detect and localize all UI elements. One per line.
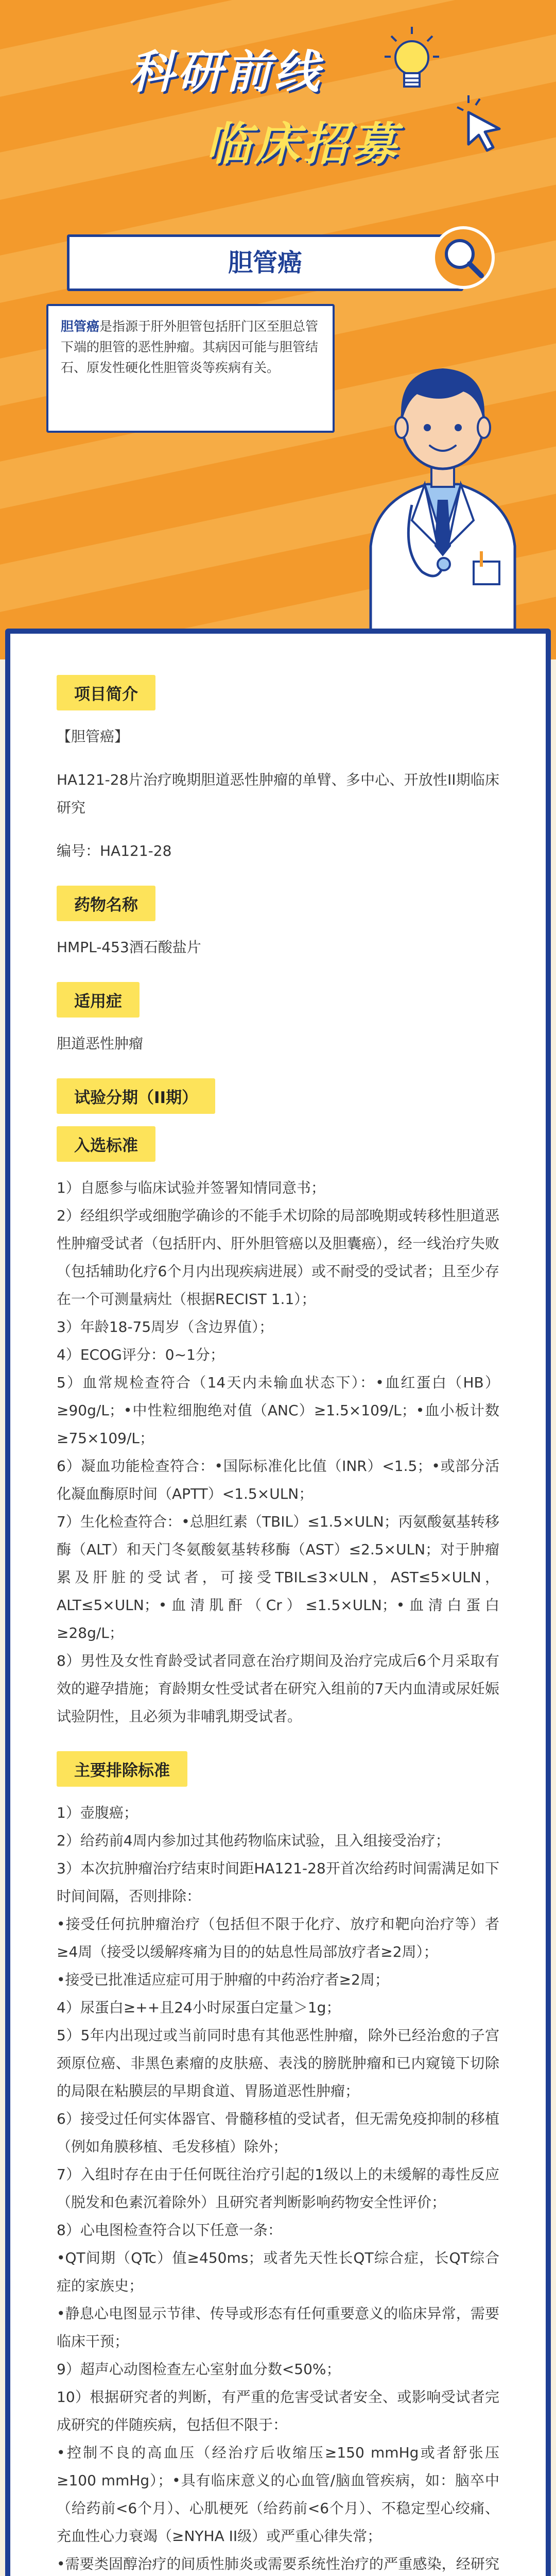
magnifier-icon xyxy=(430,224,497,291)
exclusion-item: 3）本次抗肿瘤治疗结束时间距HA121-28开首次给药时间需满足如下时间间隔，否则排除： xyxy=(57,1860,499,1905)
exclusion-list xyxy=(57,1799,499,2576)
doctor-illustration xyxy=(335,304,551,659)
hero-title-line2: 临床招募 xyxy=(206,117,400,171)
lightbulb-icon xyxy=(384,26,440,98)
section-heading-inclusion: 入选标准 xyxy=(57,1126,155,1162)
exclusion-item: •控制不良的高血压（经治疗后收缩压≥150 mmHg或者舒张压≥100 mmHg）；•具有临床意义的心血管/脑血管疾病，如：脑卒中（给药前<6个月）、心肌梗死（给药前<6个月）、不稳定型心绞痛、充血性心力衰竭（≥NYHA II级）或严重心律失常； xyxy=(57,2444,499,2545)
exclusion-item: •QT间期（QTc）值≥450ms；或者先天性长QT综合症，长QT综合症的家族史； xyxy=(57,2249,499,2294)
section-heading-project-intro: 项目简介 xyxy=(57,675,155,710)
inclusion-item: 6）凝血功能检查符合：•国际标准化比值（INR）<1.5；•或部分活化凝血酶原时间（APTT）<1.5×ULN； xyxy=(57,1458,499,1502)
project-title: HA121-28片治疗晚期胆道恶性肿瘤的单臂、多中心、开放性II期临床 研究 xyxy=(57,771,499,816)
inclusion-item: 4）ECOG评分：0~1分； xyxy=(57,1346,224,1363)
recruitment-card xyxy=(5,629,551,2576)
drug-name: HMPL-453酒石酸盐片 xyxy=(57,939,201,956)
hero-title-line1: 科研前线 xyxy=(129,45,323,98)
section-heading-drug: 药物名称 xyxy=(57,886,155,921)
content-area xyxy=(0,629,556,2576)
project-tag: 【胆管癌】 xyxy=(57,728,129,745)
exclusion-item: •接受已批准适应症可用于肿瘤的中药治疗者≥2周； xyxy=(57,1971,389,1988)
exclusion-item: 7）入组时存在由于任何既往治疗引起的1级以上的未缓解的毒性反应（脱发和色素沉着除外）且研究者判断影响药物安全性评价； xyxy=(57,2166,499,2211)
hero-banner xyxy=(0,0,556,659)
inclusion-item: 1）自愿参与临床试验并签署知情同意书； xyxy=(57,1179,325,1196)
exclusion-item: 5）5年内出现过或当前同时患有其他恶性肿瘤，除外已经治愈的子宫颈原位癌、非黑色素瘤的皮肤癌、表浅的膀胱肿瘤和已内窥镜下切除的局限在粘膜层的早期食道、胃肠道恶性肿瘤； xyxy=(57,2027,499,2099)
section-heading-exclusion: 主要排除标准 xyxy=(57,1751,187,1787)
disease-intro xyxy=(46,304,335,433)
exclusion-item: 9）超声心动图检查左心室射血分数<50%； xyxy=(57,2361,341,2378)
exclusion-item: 6）接受过任何实体器官、骨髓移植的受试者，但无需免疫抑制的移植（例如角膜移植、毛发移植）除外； xyxy=(57,2110,499,2155)
exclusion-item: •静息心电图显示节律、传导或形态有任何重要意义的临床异常，需要临床干预； xyxy=(57,2305,499,2350)
project-code: 编号：HA121-28 xyxy=(57,842,172,859)
inclusion-item: 8）男性及女性育龄受试者同意在治疗期间及治疗完成后6个月采取有效的避孕措施；育龄期女性受试者在研究入组前的7天内血清或尿妊娠试验阴性，且必须为非哺乳期受试者。 xyxy=(57,1652,499,1725)
section-heading-stage: 试验分期（II期） xyxy=(57,1078,215,1114)
exclusion-item: 2）给药前4周内参加过其他药物临床试验，且入组接受治疗； xyxy=(57,1832,450,1849)
exclusion-item: 10）根据研究者的判断，有严重的危害受试者安全、或影响受试者完成研究的伴随疾病，包括但不限于： xyxy=(57,2388,499,2433)
exclusion-item: •接受任何抗肿瘤治疗（包括但不限于化疗、放疗和靶向治疗等）者≥4周（接受以缓解疼痛为目的的姑息性局部放疗者≥2周）； xyxy=(57,1916,499,1960)
intro-text: 是指源于肝外胆管包括肝门区至胆总管下端的胆管的恶性肿瘤。其病因可能与胆管结石、原发性硬化性胆管炎等疾病有关。 xyxy=(61,319,319,375)
exclusion-item: 8）心电图检查符合以下任意一条： xyxy=(57,2222,282,2239)
inclusion-list xyxy=(57,1174,499,1731)
exclusion-item: 1）壶腹癌； xyxy=(57,1804,138,1821)
inclusion-item: 5）血常规检查符合（14天内未输血状态下）：•血红蛋白（HB）≥90g/L；•中性粒细胞绝对值（ANC）≥1.5×109/L；•血小板计数≥75×109/L； xyxy=(57,1374,499,1447)
disease-title: 胆管癌 xyxy=(67,234,463,291)
inclusion-item: 2）经组织学或细胞学确诊的不能手术切除的局部晚期或转移性胆道恶性肿瘤受试者（包括肝内、肝外胆管癌以及胆囊癌），经一线治疗失败（包括辅助化疗6个月内出现疾病进展）或不耐受的受试者；且至少存在一个可测量病灶（根据RECIST 1.1）； xyxy=(57,1207,499,1308)
indication-value: 胆道恶性肿瘤 xyxy=(57,1035,144,1052)
inclusion-item: 3）年龄18-75周岁（含边界值）； xyxy=(57,1318,274,1335)
intro-term: 胆管癌 xyxy=(61,319,100,334)
cursor-icon xyxy=(453,93,510,155)
inclusion-item: 7）生化检查符合：•总胆红素（TBIL）≤1.5×ULN；丙氨酸氨基转移酶（ALT）和天门冬氨酸氨基转移酶（AST）≤2.5×ULN；对于肿瘤累及肝脏的受试者，可接受TBIL≤3×ULN，AST≤5×ULN，ALT≤5×ULN；•血清肌酐（Cr）≤1.5×ULN；•血清白蛋白≥28g/L； xyxy=(57,1513,499,1641)
section-heading-indication: 适用症 xyxy=(57,982,140,1018)
exclusion-item: 4）尿蛋白≥++且24小时尿蛋白定量＞1g； xyxy=(57,1999,341,2016)
exclusion-item: •需要类固醇治疗的间质性肺炎或需要系统性治疗的严重感染，经研究 xyxy=(57,2555,499,2572)
